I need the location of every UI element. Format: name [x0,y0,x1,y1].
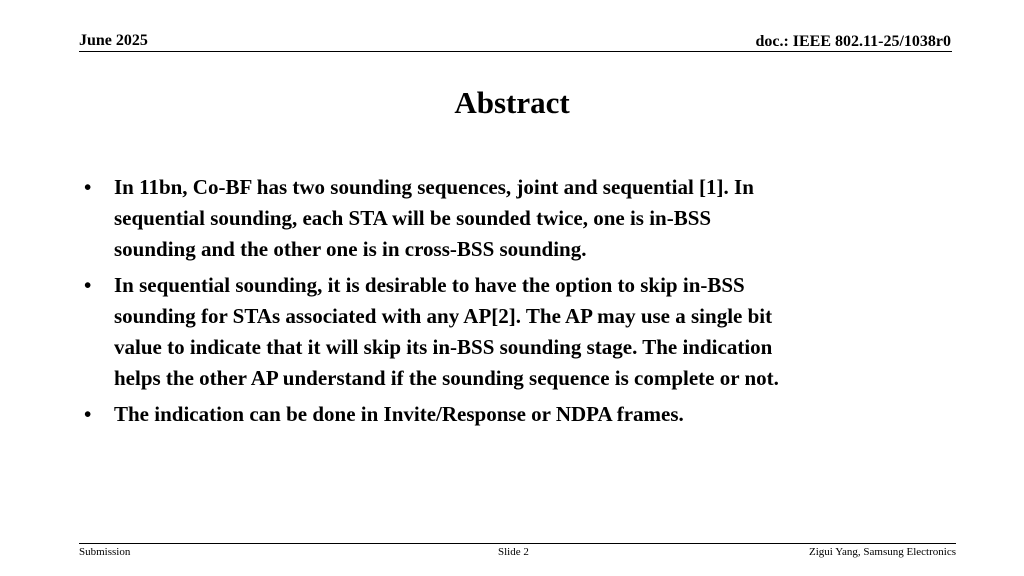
bullet-text-line: sequential sounding, each STA will be sounded twice, one is in-BSS [114,206,712,230]
bullet-item [84,270,964,394]
footer-submission-label: Submission [79,546,131,558]
bullet-text-line: sounding and the other one is in cross-BSS sounding. [114,237,587,261]
bullet-text-line: In 11bn, Co-BF has two sounding sequences, joint and sequential [1]. In [114,175,754,199]
footer-divider [79,543,956,544]
bullet-text-line: sounding for STAs associated with any AP[2]. The AP may use a single bit [114,304,773,328]
bullet-icon: • [84,402,92,426]
bullet-item [84,399,964,430]
bullet-list [84,172,964,435]
footer-slide-number: Slide 2 [498,546,529,558]
bullet-icon: • [84,273,92,297]
header-date: June 2025 [79,32,148,49]
bullet-text-line: helps the other AP understand if the sounding sequence is complete or not. [114,366,779,390]
bullet-icon: • [84,175,92,199]
bullet-text-line: In sequential sounding, it is desirable to have the option to skip in-BSS [114,273,745,297]
header-divider [79,51,952,52]
bullet-text-line: The indication can be done in Invite/Response or NDPA frames. [114,402,684,426]
slide-title: Abstract [454,85,570,120]
footer-author: Zigui Yang, Samsung Electronics [809,546,956,558]
bullet-text-line: value to indicate that it will skip its in-BSS sounding stage. The indication [114,335,773,359]
bullet-item [84,172,964,265]
header-document-id: doc.: IEEE 802.11-25/1038r0 [755,33,951,50]
